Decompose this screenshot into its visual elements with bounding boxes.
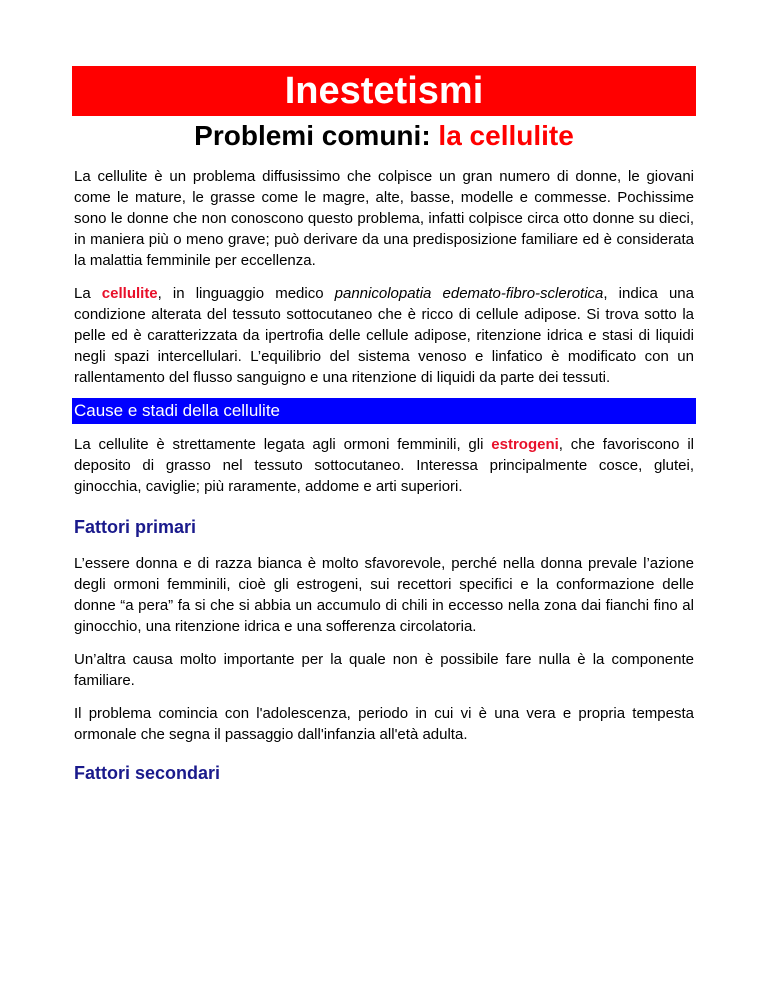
term-estrogeni: estrogeni <box>491 436 559 453</box>
heading-fattori-secondari: Fattori secondari <box>74 763 221 783</box>
title-banner <box>72 66 696 116</box>
medical-term: pannicolopatia edemato-fibro-sclerotica <box>334 285 604 302</box>
page-title: Inestetismi <box>284 70 484 112</box>
paragraph-primari-3: Il problema comincia con l'adolescenza, periodo in cui vi è una vera e propria tempesta ormonale che segna il passaggio dall'infanzia all'età adulta. <box>74 705 694 743</box>
text-run: La cellulite è strettamente legata agli ormoni femminili, gli <box>74 436 492 453</box>
text-run: La <box>74 285 102 302</box>
term-cellulite: cellulite <box>101 285 158 302</box>
subtitle-prefix: Problemi comuni: <box>194 120 439 151</box>
subtitle-highlight: la cellulite <box>438 120 574 151</box>
paragraph-causes <box>72 434 696 497</box>
text-run: , indica una condizione alterata del tessuto sottocutaneo che è ricco di cellule adipose. Si trova sotto la pelle ed è caratterizzata da ipertrofia delle cellule adipose, ritenzione idrica e stasi di liquidi negli spazi intercellulari. L’equilibrio del sistema venoso e linfatico è modificato con un rallentamento del flusso sanguigno e una ritenzione di liquidi da parte dei tessuti. <box>74 285 694 386</box>
document-page <box>72 66 696 785</box>
paragraph-primari-1: L’essere donna e di razza bianca è molto sfavorevole, perché nella donna prevale l’azione degli ormoni femminili, cioè gli estrogeni, sui recettori specifici e la conformazione delle donne “a pera” fa si che si abbia un accumulo di chili in eccesso nella zona dai fianchi fino al ginocchio, una ritenzione idrica e una sofferenza circolatoria. <box>74 555 694 635</box>
paragraph-primari-2: Un’altra causa molto importante per la quale non è possibile fare nulla è la componente familiare. <box>74 651 694 689</box>
text-run: , in linguaggio medico <box>157 285 335 302</box>
section-heading-cause: Cause e stadi della cellulite <box>72 398 696 424</box>
paragraph-intro: La cellulite è un problema diffusissimo che colpisce un gran numero di donne, le giovani come le mature, le grasse come le magre, alte, basse, modelle e commesse. Pochissime sono le donne che non conoscono questo problema, infatti colpisce circa otto donne su dieci, in maniera più o meno grave; può derivare da una predisposizione familiare ed è considerata la malattia femminile per eccellenza. <box>74 168 694 269</box>
subtitle <box>72 118 696 154</box>
paragraph-definition <box>72 283 696 388</box>
heading-fattori-primari: Fattori primari <box>74 517 197 537</box>
text-run: , che favoriscono il deposito di grasso nel tessuto sottocutaneo. Interessa principalmente cosce, glutei, ginocchia, caviglie; più raramente, addome e arti superiori. <box>74 436 694 495</box>
